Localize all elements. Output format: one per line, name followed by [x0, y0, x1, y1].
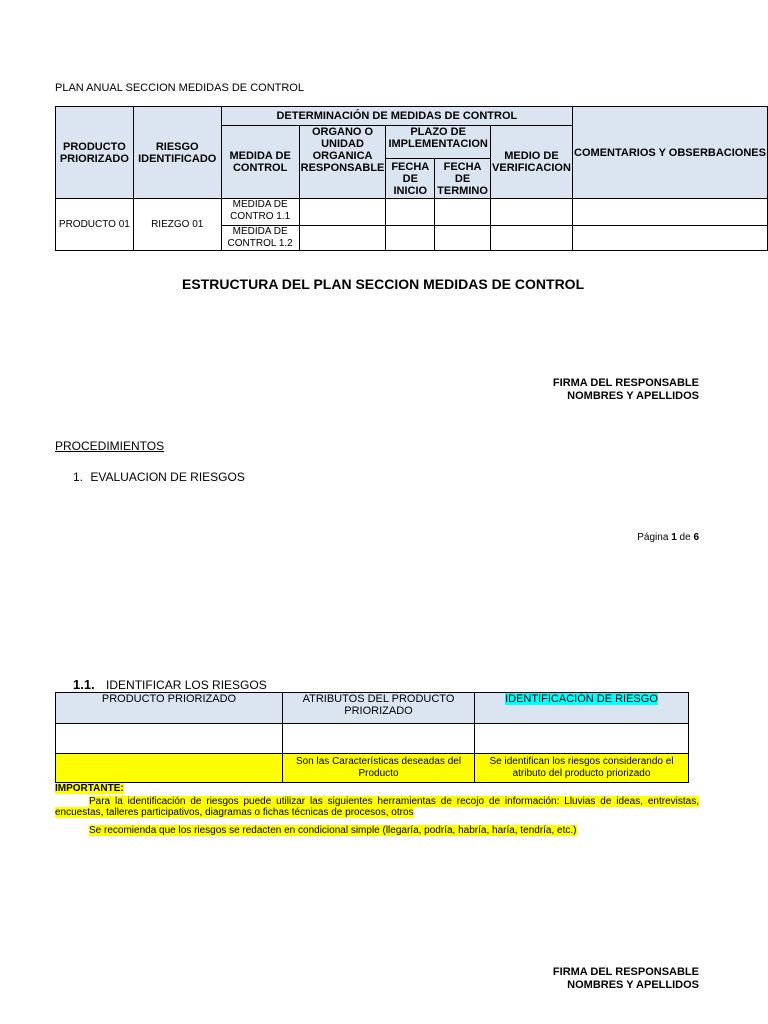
header-producto: PRODUCTO PRIORIZADO: [56, 107, 134, 199]
cell-empty: [573, 199, 768, 226]
cell-identificacion-note: Se identifican los riesgos considerando el atributo del producto priorizado: [475, 754, 689, 783]
header-identificacion: [475, 693, 689, 724]
cell-empty: [56, 724, 283, 754]
cell-empty: [386, 226, 435, 251]
signature-names: NOMBRES Y APELLIDOS: [567, 979, 699, 991]
important-label: IMPORTANTE:: [55, 783, 124, 794]
cell-empty: [386, 199, 435, 226]
header-atributos: ATRIBUTOS DEL PRODUCTO PRIORIZADO: [283, 693, 475, 724]
header-fecha-inicio: FECHA DE INICIO: [386, 159, 435, 199]
cell-empty: [490, 199, 572, 226]
cell-empty: [475, 724, 689, 754]
risk-identification-table: [55, 692, 689, 783]
page-total: 6: [693, 532, 699, 543]
list-item-evaluacion: [73, 470, 245, 484]
cell-atributos-note: Son las Características deseadas del Producto: [283, 754, 475, 783]
signature-block-2: [553, 966, 699, 992]
document-title: PLAN ANUAL SECCION MEDIDAS DE CONTROL: [55, 82, 304, 94]
cell-empty: [490, 226, 572, 251]
cell-empty: [573, 226, 768, 251]
section-title: ESTRUCTURA DEL PLAN SECCION MEDIDAS DE CONTROL: [182, 276, 585, 292]
cell-empty: [435, 199, 491, 226]
header-organo: ORGANO O UNIDAD ORGANICA RESPONSABLE: [299, 126, 386, 199]
header-determinacion: DETERMINACIÓN DE MEDIDAS DE CONTROL: [221, 107, 572, 126]
subsection-label: IDENTIFICAR LOS RIESGOS: [106, 678, 267, 692]
important-note: [55, 783, 699, 836]
page-sep: de: [679, 532, 691, 543]
cell-medida-1: MEDIDA DE CONTRO 1.1: [221, 199, 299, 226]
header-riesgo: RIESGO IDENTIFICADO: [133, 107, 221, 199]
header-medida: MEDIDA DE CONTROL: [221, 126, 299, 199]
signature-names: NOMBRES Y APELLIDOS: [567, 390, 699, 402]
cell-medida-2: MEDIDA DE CONTROL 1.2: [221, 226, 299, 251]
cell-empty: [435, 226, 491, 251]
list-number: 1.: [73, 470, 84, 484]
cell-empty: [56, 754, 283, 783]
page-prefix: Página: [637, 532, 669, 543]
cell-empty: [299, 199, 386, 226]
list-label: EVALUACION DE RIESGOS: [90, 470, 245, 484]
header-medio: MEDIO DE VERIFICACION: [490, 126, 572, 199]
header-producto-priorizado: PRODUCTO PRIORIZADO: [56, 693, 283, 724]
identificacion-label: IDENTIFICACIÓN DE RIESGO: [505, 693, 658, 705]
procedimientos-heading: PROCEDIMIENTOS: [55, 439, 165, 453]
cell-empty: [283, 724, 475, 754]
header-comentarios: COMENTARIOS Y OBSERBACIONES: [573, 107, 768, 199]
cell-riesgo: RIEZGO 01: [133, 199, 221, 251]
cell-empty: [299, 226, 386, 251]
important-paragraph-1: Para la identificación de riesgos puede utilizar las siguientes herramientas de recojo de información: Lluvias de ideas, entrevistas, encuestas, talleres participativos, diagramas o fichas técnicas de procesos, otros: [55, 796, 699, 818]
signature-label: FIRMA DEL RESPONSABLE: [552, 966, 699, 978]
subsection-heading: [73, 677, 267, 692]
signature-block: [553, 377, 699, 403]
important-paragraph-2: Se recomienda que los riesgos se redacten en condicional simple (llegaría, podría, habría, haría, tendría, etc.): [89, 825, 577, 836]
page-current: 1: [671, 532, 677, 543]
pagination: [637, 532, 699, 543]
control-measures-table: [55, 106, 768, 251]
signature-label: FIRMA DEL RESPONSABLE: [552, 377, 699, 389]
header-plazo: PLAZO DE IMPLEMENTACION: [386, 126, 491, 159]
cell-producto: PRODUCTO 01: [56, 199, 134, 251]
header-fecha-termino: FECHA DE TERMINO: [435, 159, 491, 199]
subsection-number: 1.1.: [73, 677, 95, 692]
